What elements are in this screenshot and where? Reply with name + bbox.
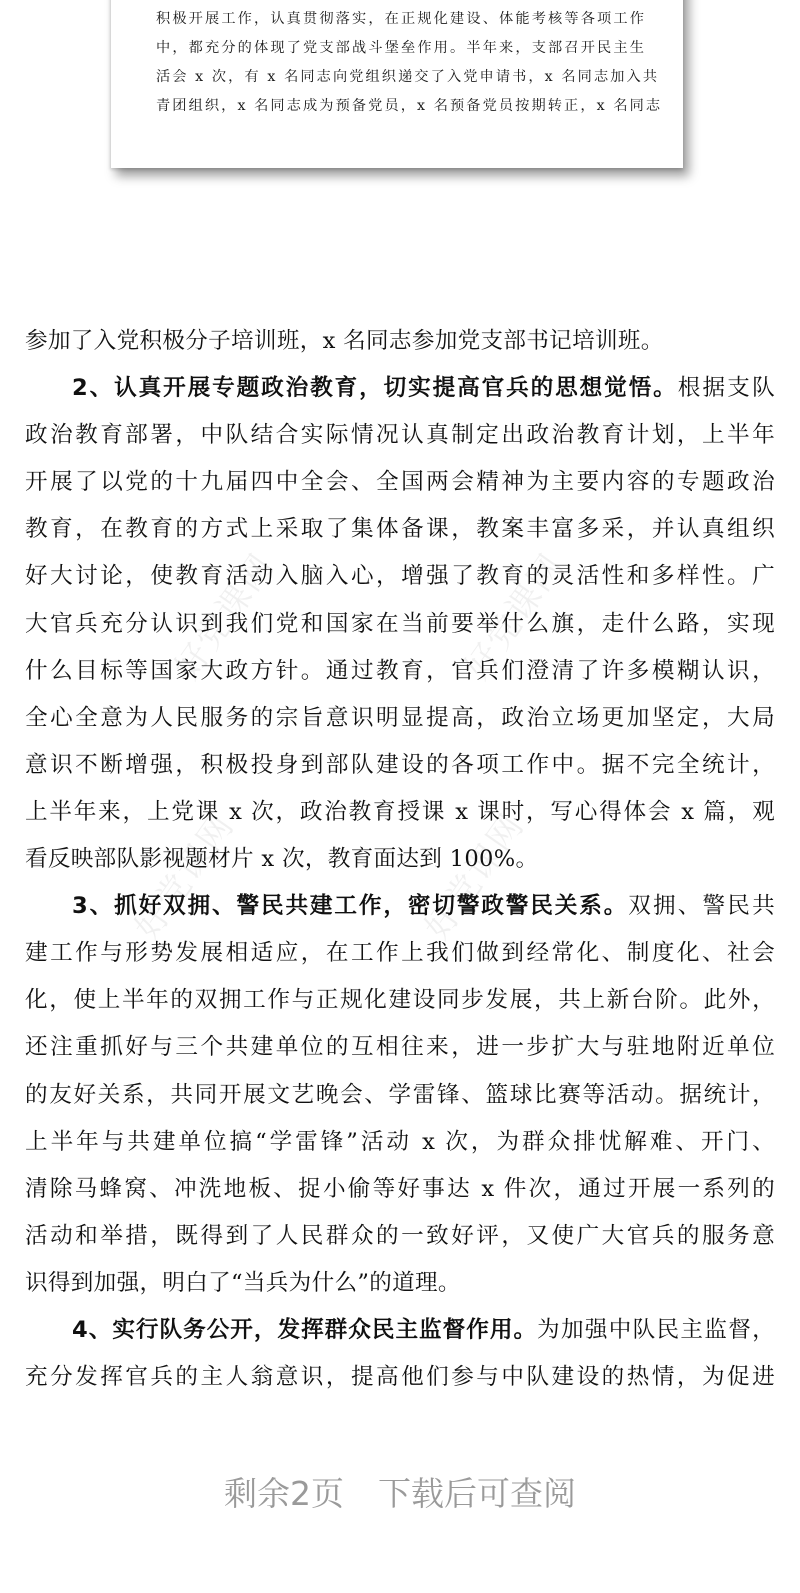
preview-line: 积极开展工作，认真贯彻落实，在正规化建设、体能考核等各项工作 — [156, 11, 646, 27]
watermark: 好党课网 — [417, 806, 533, 947]
paragraph-line: 看反映部队影视题材片 x 次，教育面达到 100%。 — [25, 846, 539, 873]
page-preview-text — [156, 5, 663, 121]
preview-line: 活会 x 次，有 x 名同志向党组织递交了入党申请书，x 名同志加入共 — [156, 69, 660, 85]
paragraph-line: 的友好关系，共同开展文艺晚会、学雷锋、篮球比赛等活动。据统计， — [25, 1081, 775, 1108]
preview-line: 青团组织，x 名同志成为预备党员，x 名预备党员按期转正，x 名同志 — [156, 98, 663, 114]
paragraph-line: 化，使上半年的双拥工作与正规化建设同步发展，共上新台阶。此外， — [25, 987, 775, 1014]
document-body — [25, 318, 775, 1401]
preview-line: 中，都充分的体现了党支部战斗堡垒作用。半年来，支部召开民主生 — [156, 40, 646, 56]
section-text: 为加强中队民主监督， — [537, 1316, 775, 1343]
paragraph-continuation: 参加了入党积极分子培训班，x 名同志参加党支部书记培训班。 — [25, 328, 664, 354]
paragraph-line: 全心全意为人民服务的宗旨意识明显提高，政治立场更加坚定，大局 — [25, 704, 775, 731]
paragraph-line: 教育，在教育的方式上采取了集体备课，教案丰富多采，并认真组织 — [25, 516, 775, 543]
section-4 — [25, 1307, 775, 1401]
section-text: 双拥、警民共 — [628, 893, 775, 920]
download-to-view-label[interactable]: 下载后可查阅 — [378, 1474, 576, 1513]
paragraph-line: 上半年与共建单位搞“学雷锋”活动 x 次，为群众排忧解难、开门、 — [25, 1128, 775, 1155]
remaining-pages-label[interactable]: 剩余2页 — [224, 1474, 344, 1513]
paragraph-line: 活动和举措，既得到了人民群众的一致好评，又使广大官兵的服务意 — [25, 1222, 775, 1249]
paragraph-line: 上半年来，上党课 x 次，政治教育授课 x 课时，写心得体会 x 篇，观 — [25, 798, 775, 825]
paragraph-line: 大官兵充分认识到我们党和国家在当前要举什么旗，走什么路，实现 — [25, 610, 775, 637]
section-heading: 2、认真开展专题政治教育，切实提高官兵的思想觉悟。 — [72, 375, 678, 402]
paragraph-line: 好大讨论，使教育活动入脑入心，增强了教育的灵活性和多样性。广 — [25, 563, 775, 590]
paragraph-line: 识得到加强，明白了“当兵为什么”的道理。 — [25, 1269, 461, 1296]
paragraph-line: 充分发挥官兵的主人翁意识，提高他们参与中队建设的热情，为促进 — [25, 1364, 775, 1391]
paragraph-line: 意识不断增强，积极投身到部队建设的各项工作中。据不完全统计， — [25, 751, 775, 778]
watermark: 好党课网 — [457, 546, 573, 687]
paragraph-line: 开展了以党的十九届四中全会、全国两会精神为主要内容的专题政治 — [25, 469, 775, 496]
section-2 — [25, 365, 775, 883]
download-prompt[interactable] — [0, 1468, 800, 1515]
section-heading-line — [25, 883, 775, 930]
paragraph-line: 建工作与形势发展相适应，在工作上我们做到经常化、制度化、社会 — [25, 940, 775, 967]
section-heading-line — [25, 365, 775, 412]
paragraph-line: 还注重抓好与三个共建单位的互相往来，进一步扩大与驻地附近单位 — [25, 1034, 775, 1061]
paragraph-line: 清除马蜂窝、冲洗地板、捉小偷等好事达 x 件次，通过开展一系列的 — [25, 1175, 775, 1202]
section-heading: 3、抓好双拥、警民共建工作，密切警政警民关系。 — [72, 893, 629, 920]
section-heading-line — [25, 1307, 775, 1354]
paragraph-line: 政治教育部署，中队结合实际情况认真制定出政治教育计划，上半年 — [25, 422, 775, 449]
section-text: 根据支队 — [677, 375, 775, 402]
watermark: 好党课网 — [167, 546, 283, 687]
page-preview-card — [110, 0, 683, 168]
section-heading: 4、实行队务公开，发挥群众民主监督作用。 — [72, 1316, 538, 1343]
paragraph-line: 什么目标等国家大政方针。通过教育，官兵们澄清了许多模糊认识， — [25, 657, 775, 684]
section-3 — [25, 883, 775, 1307]
watermark: 好党课网 — [127, 806, 243, 947]
